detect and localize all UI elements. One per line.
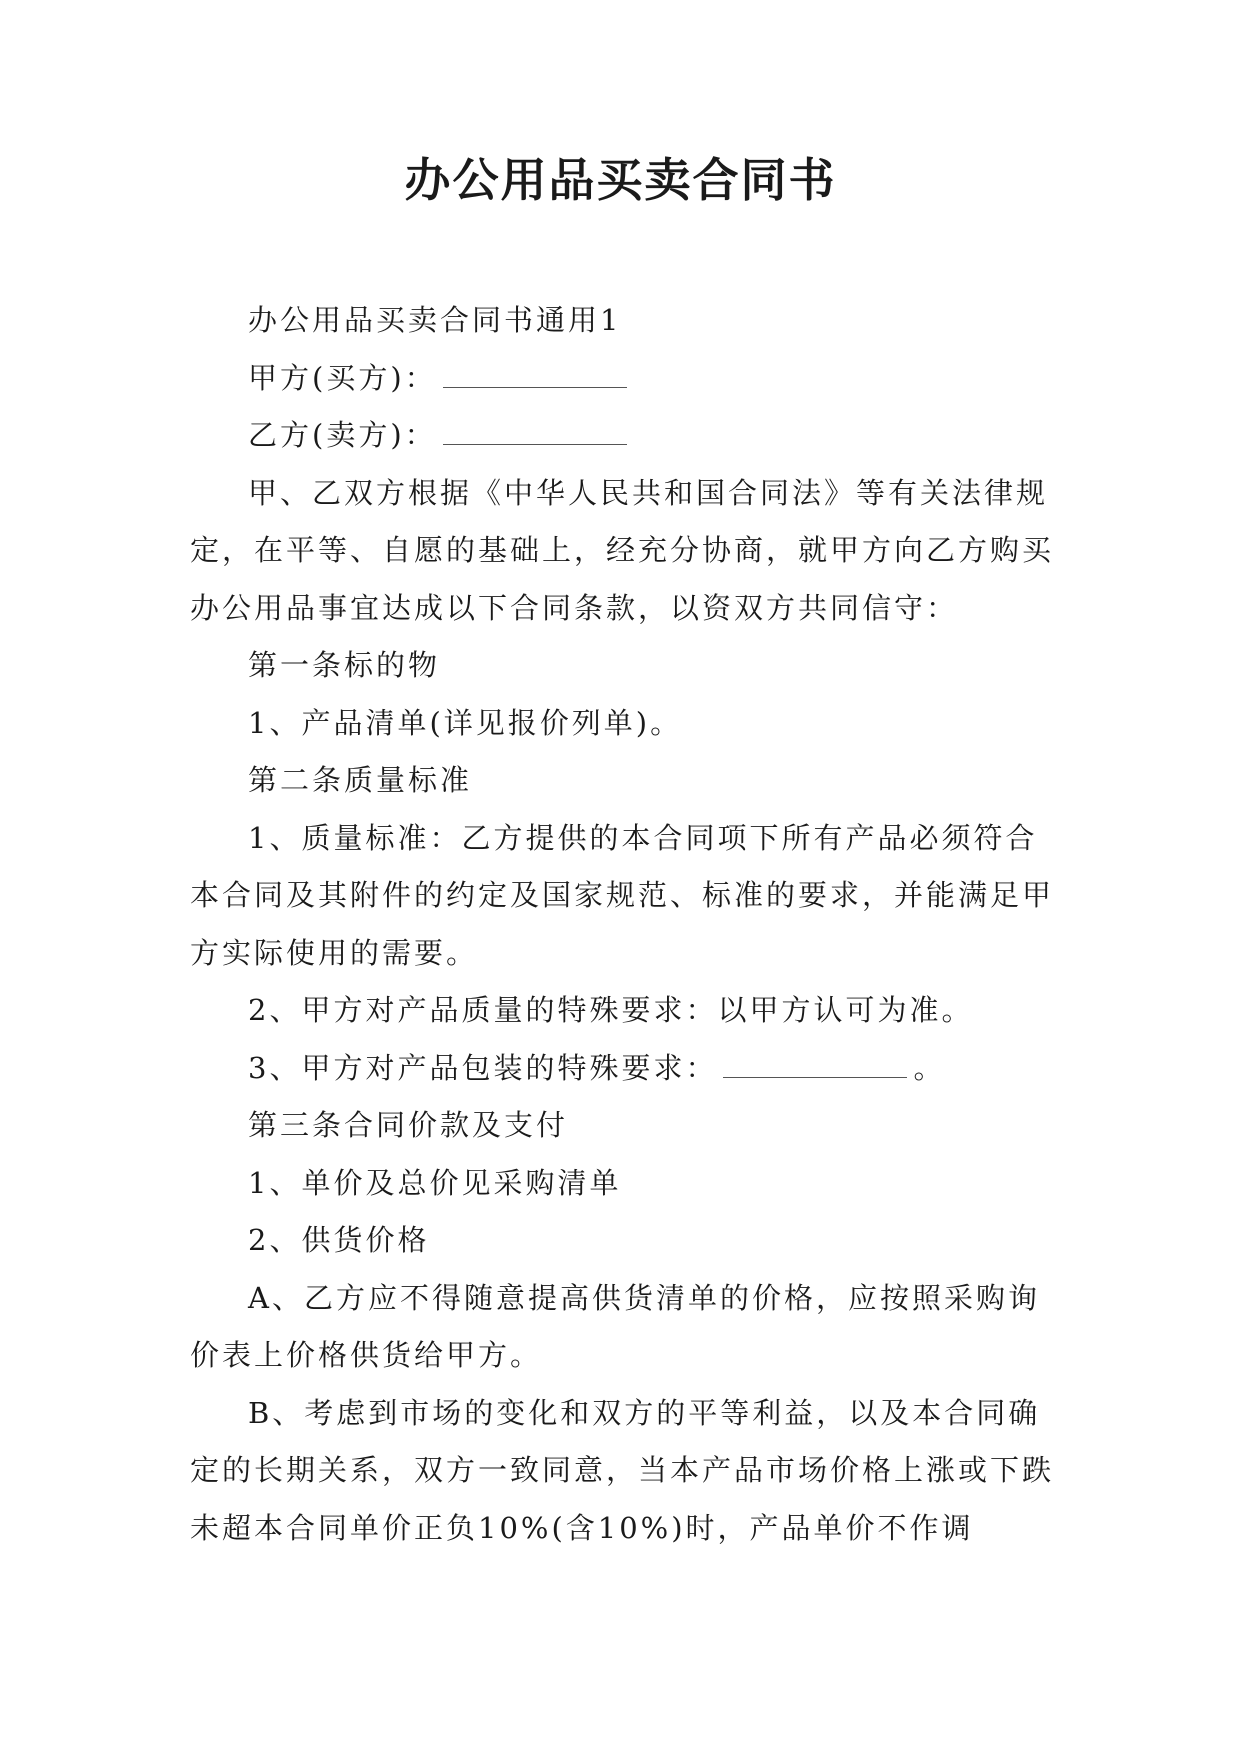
article-3-heading: 第三条合同价款及支付 — [248, 1108, 569, 1142]
intro-paragraph: 甲、乙双方根据《中华人民共和国合同法》等有关法律规定，在平等、自愿的基础上，经充分协商，就甲方向乙方购买办公用品事宜达成以下合同条款，以资双方共同信守： — [190, 475, 1055, 625]
party-a-line — [190, 350, 1055, 408]
article-1-item-1: 1、产品清单(详见报价列单)。 — [248, 705, 683, 740]
article-3-item-2b: B、考虑到市场的变化和双方的平等利益，以及本合同确定的长期关系，双方一致同意，当本产品市场价格上涨或下跌未超本合同单价正负10%(含10%)时，产品单价不作调 — [190, 1395, 1055, 1545]
article-3-item-1: 1、单价及总价见采购清单 — [248, 1165, 622, 1200]
article-2-item-1: 1、质量标准：乙方提供的本合同项下所有产品必须符合本合同及其附件的约定及国家规范、标准的要求，并能满足甲方实际使用的需要。 — [190, 820, 1055, 970]
article-2-heading: 第二条质量标准 — [248, 763, 473, 797]
party-b-line — [190, 407, 1055, 465]
party-a-blank — [443, 365, 627, 388]
article-3-item-2a: A、乙方应不得随意提高供货清单的价格，应按照采购询价表上价格供货给甲方。 — [190, 1280, 1040, 1372]
packaging-blank — [723, 1055, 907, 1078]
document-title: 办公用品买卖合同书 — [404, 153, 837, 207]
article-3-item-2: 2、供货价格 — [248, 1223, 430, 1257]
article-2-item-3 — [190, 1040, 1055, 1098]
article-2-item-2: 2、甲方对产品质量的特殊要求：以甲方认可为准。 — [248, 993, 974, 1027]
party-b-blank — [443, 422, 627, 445]
article-2-item-3-end: 。 — [913, 1050, 946, 1085]
article-2-item-3-text: 3、甲方对产品包装的特殊要求： — [248, 1050, 718, 1085]
article-1-heading: 第一条标的物 — [248, 648, 441, 682]
document-body — [190, 292, 1055, 1557]
party-a-label: 甲方(买方)： — [248, 360, 437, 395]
contract-subtitle: 办公用品买卖合同书通用1 — [248, 303, 622, 337]
party-b-label: 乙方(卖方)： — [248, 418, 437, 452]
